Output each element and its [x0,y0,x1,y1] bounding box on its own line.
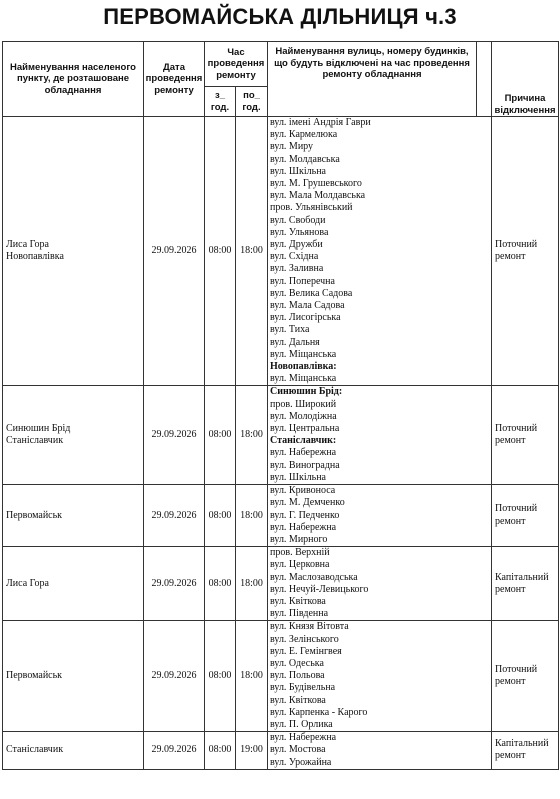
street-item: вул. Мала Садова [270,300,345,312]
time-from-cell: 08:00 [205,117,236,386]
street-item: вул. Набережна [270,732,337,744]
reason-cell [492,621,559,732]
reason-cell [492,485,559,547]
settlement-heading: Станіславчик: [270,435,337,447]
street-item: вул. Мирного [270,533,328,545]
street-item: вул. Міщанська [270,373,337,385]
streets-cell [268,117,492,386]
date-cell: 29.09.2026 [144,547,205,621]
time-from-cell: 08:00 [205,547,236,621]
street-item: вул. Шкільна [270,471,326,483]
location-cell [3,547,144,621]
street-item: пров. Ульянівський [270,202,353,214]
street-item: вул. М. Грушевського [270,178,362,190]
location-line: Новопавлівка [6,251,64,263]
header-streets: Найменування вулиць, номеру будинків, що будуть відключені на час проведення ремонту обладнання [268,42,477,117]
street-item: вул. Свободи [270,214,326,226]
location-cell [3,485,144,547]
street-item: вул. Миру [270,141,314,153]
street-item: вул. Квіткова [270,694,326,706]
header-date: Дата проведення ремонту [144,42,205,117]
location-line: Первомайськ [6,509,63,521]
street-item: вул. Дальня [270,336,320,348]
header-time: Час проведення ремонту [205,42,268,87]
table-row [3,386,559,485]
reason-cell [492,117,559,386]
time-from-cell: 08:00 [205,386,236,485]
reason-line: Капітальний [495,571,549,583]
reason-line: Поточний [495,239,538,251]
street-item: вул. Центральна [270,423,340,435]
street-item: вул. Шкільна [270,165,326,177]
street-item: вул. Квіткова [270,595,326,607]
date-cell: 29.09.2026 [144,621,205,732]
street-item: вул. Набережна [270,521,337,533]
location-line: Лиса Гора [6,239,49,251]
table-row [3,117,559,386]
schedule-table [2,41,559,770]
street-item: вул. Будівельна [270,682,336,694]
time-from-cell: 08:00 [205,732,236,770]
street-item: вул. Урожайна [270,756,332,768]
street-item: вул. Ульянова [270,226,329,238]
street-item: вул. Поперечна [270,275,335,287]
reason-line: ремонт [495,435,526,447]
reason-line: ремонт [495,515,526,527]
table-row [3,547,559,621]
location-cell [3,117,144,386]
street-item: вул. М. Демченко [270,497,345,509]
date-cell: 29.09.2026 [144,117,205,386]
location-cell [3,732,144,770]
streets-cell [268,485,492,547]
street-item: вул. Південна [270,608,329,620]
street-item: вул. Молдавська [270,153,340,165]
time-to-cell: 19:00 [236,732,268,770]
location-line: Станіславчик [6,435,64,447]
table-row [3,621,559,732]
street-item: вул. Дружби [270,239,323,251]
street-item: вул. Велика Садова [270,287,353,299]
reason-line: ремонт [495,750,526,762]
street-item: пров. Широкий [270,398,337,410]
time-from-cell: 08:00 [205,485,236,547]
street-item: вул. Міщанська [270,348,337,360]
street-item: вул. Молодіжна [270,410,337,422]
location-line: Лиса Гора [6,577,49,589]
reason-cell [492,386,559,485]
header-from: з_ год. [205,87,236,117]
settlement-heading: Новопавлівка: [270,361,337,373]
street-item: вул. Лисогірська [270,312,341,324]
reason-cell [492,547,559,621]
street-item: вул. імені Андрія Гаври [270,117,371,128]
street-item: вул. Г. Педченко [270,509,340,521]
reason-line: ремонт [495,251,526,263]
header-to: по_ год. [236,87,268,117]
street-item: вул. Князя Вітовта [270,621,349,633]
header-location: Найменування населеного пункту, де розташоване обладнання [3,42,144,117]
street-item: вул. Виноградна [270,459,340,471]
settlement-heading: Синюшин Брід: [270,386,343,398]
street-item: вул. Східна [270,251,319,263]
location-line: Синюшин Брід [6,423,71,435]
table-row [3,485,559,547]
date-cell: 29.09.2026 [144,485,205,547]
street-item: вул. П. Орлика [270,718,333,730]
time-from-cell: 08:00 [205,621,236,732]
location-line: Первомайськ [6,670,63,682]
streets-cell [268,386,492,485]
street-item: вул. Е. Гемінгвея [270,645,342,657]
street-item: вул. Кармелюка [270,129,338,141]
reason-cell [492,732,559,770]
street-item: вул. Маслозаводська [270,571,358,583]
location-line: Станіславчик [6,744,64,756]
page-title: ПЕРВОМАЙСЬКА ДІЛЬНИЦЯ ч.3 [103,4,457,29]
time-to-cell: 18:00 [236,485,268,547]
location-cell [3,386,144,485]
time-to-cell: 18:00 [236,621,268,732]
streets-cell [268,732,492,770]
location-cell [3,621,144,732]
date-cell: 29.09.2026 [144,732,205,770]
street-item: вул. Польова [270,670,325,682]
reason-line: Капітальний [495,738,549,750]
time-to-cell: 18:00 [236,547,268,621]
street-item: вул. Тиха [270,324,310,336]
reason-line: ремонт [495,583,526,595]
street-item: вул. Заливна [270,263,324,275]
reason-line: Поточний [495,423,538,435]
time-to-cell: 18:00 [236,386,268,485]
street-item: вул. Одеська [270,657,324,669]
reason-line: ремонт [495,676,526,688]
reason-line: Поточний [495,664,538,676]
table-row [3,732,559,770]
time-to-cell: 18:00 [236,117,268,386]
street-item: вул. Набережна [270,447,337,459]
header-spacer [477,42,492,117]
reason-line: Поточний [495,503,538,515]
street-item: пров. Верхній [270,547,330,559]
date-cell: 29.09.2026 [144,386,205,485]
street-item: вул. Мала Молдавська [270,190,366,202]
streets-cell [268,547,492,621]
street-item: вул. Нечуй-Левицького [270,583,369,595]
streets-cell [268,621,492,732]
street-item: вул. Кривоноса [270,485,336,497]
street-item: вул. Зелінського [270,633,339,645]
header-reason: Причина відключення [492,42,559,117]
street-item: вул. Мостова [270,744,326,756]
street-item: вул. Церковна [270,559,330,571]
street-item: вул. Карпенка - Карого [270,706,368,718]
